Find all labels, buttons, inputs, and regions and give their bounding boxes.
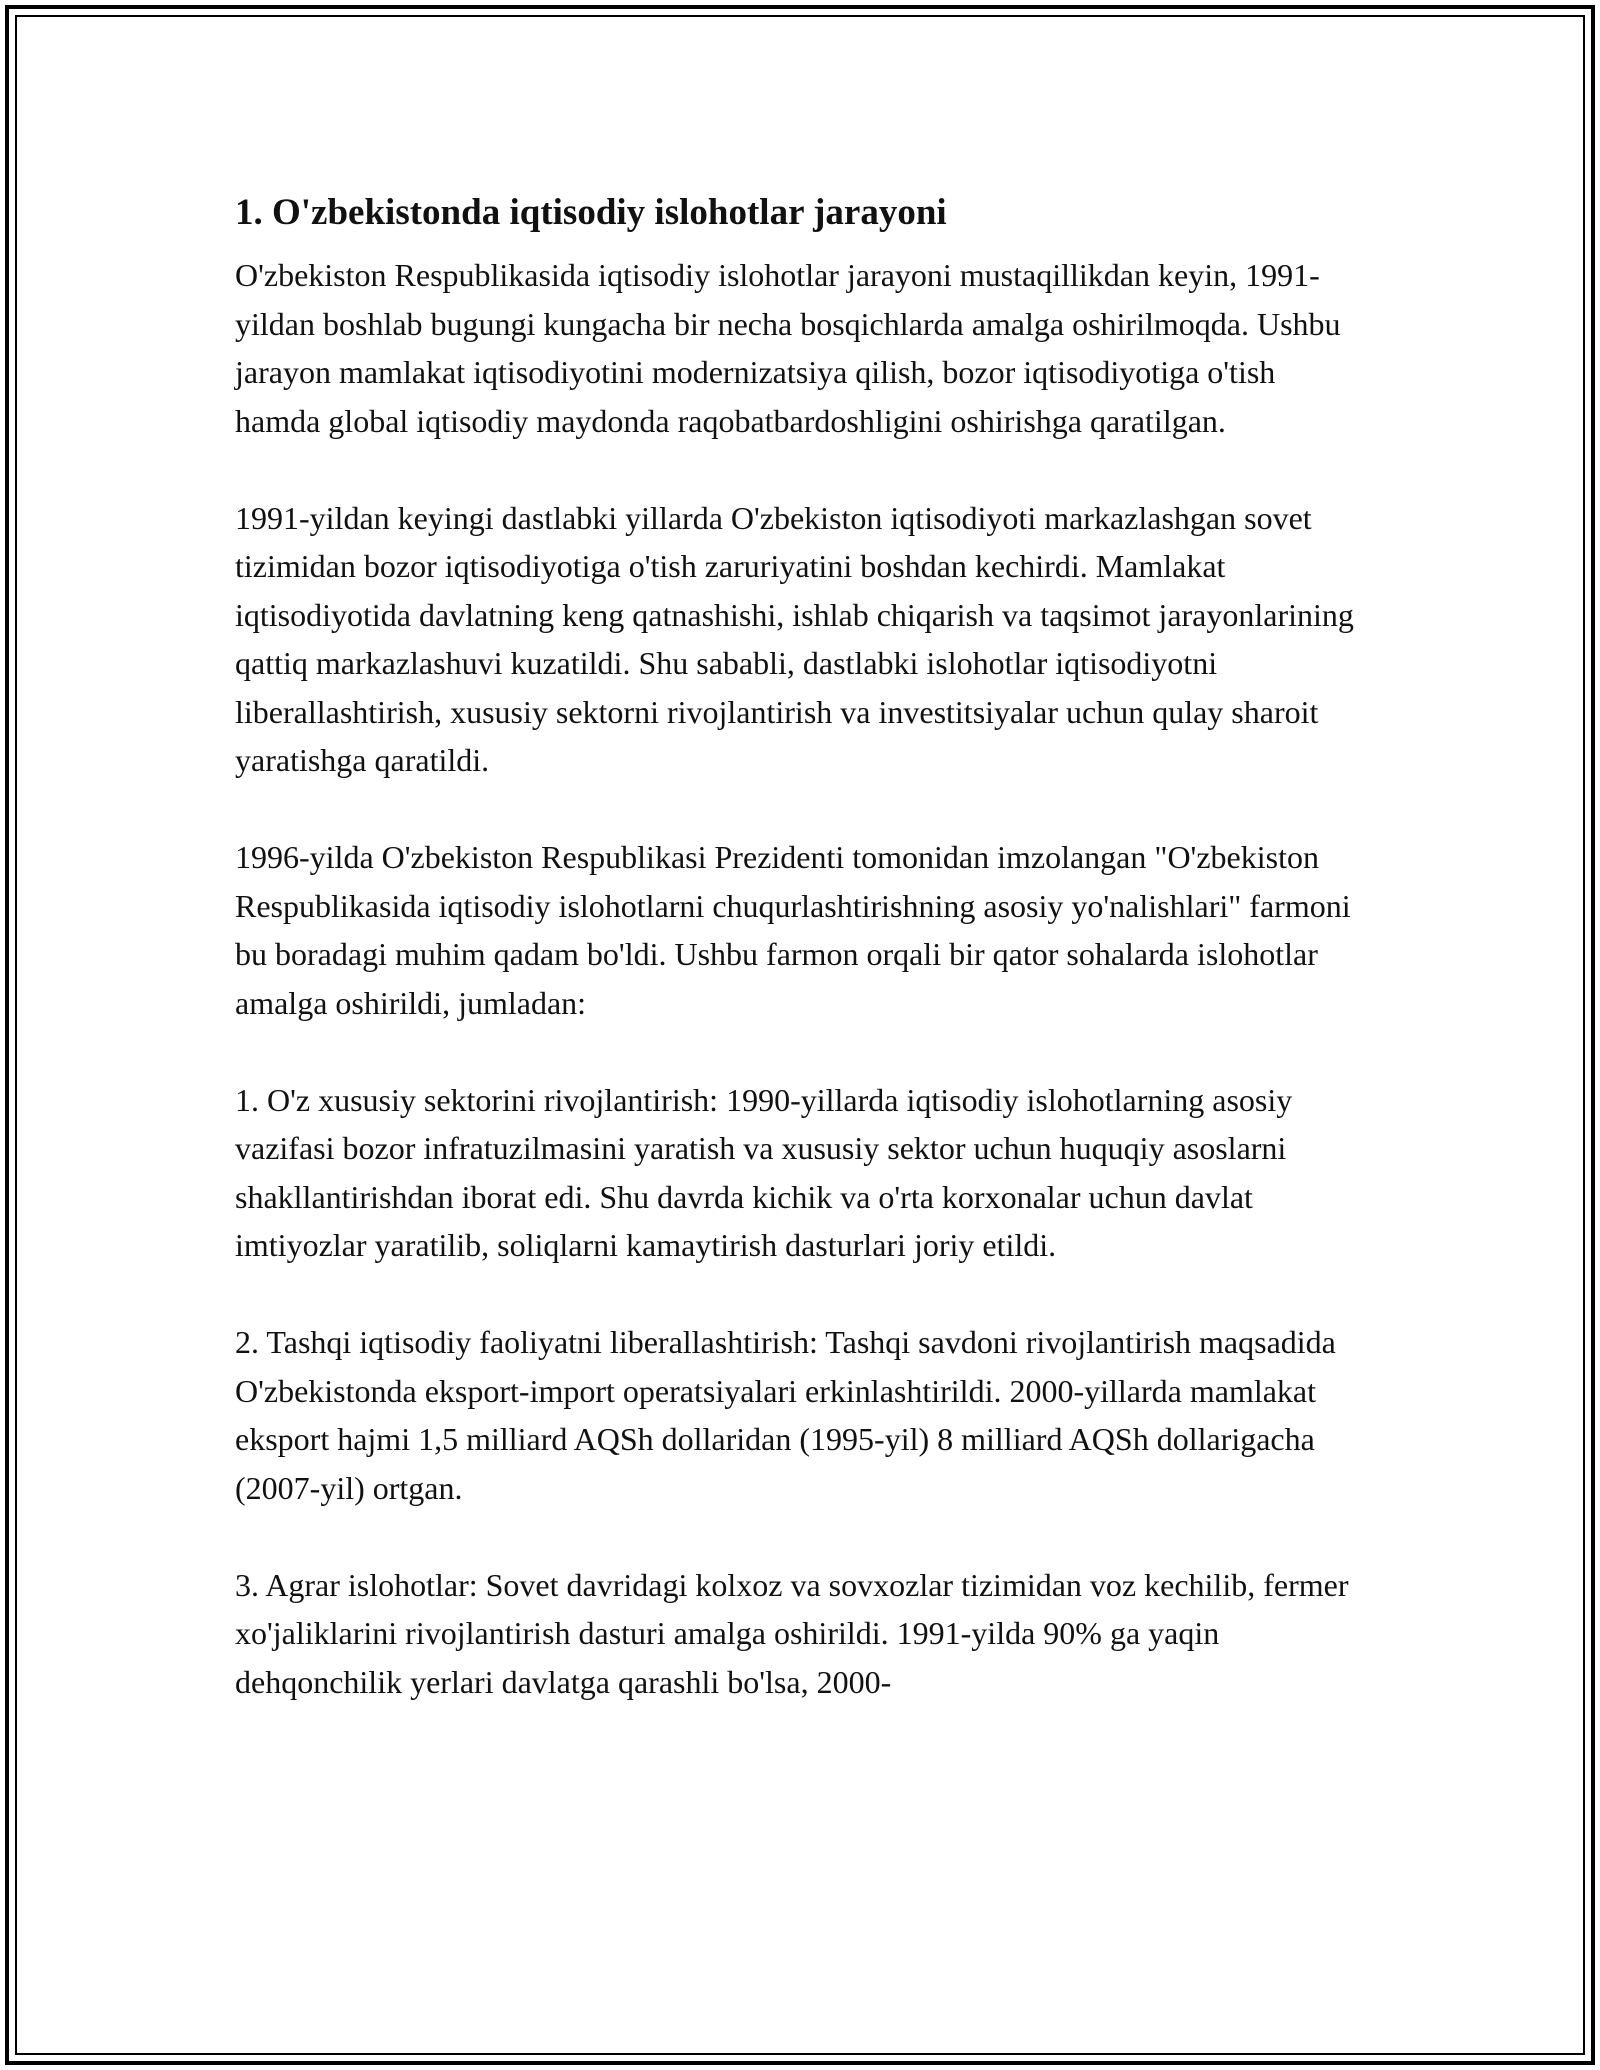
paragraph-1996-decree: 1996-yilda O'zbekiston Respublikasi Prezidenti tomonidan imzolangan "O'zbekiston Respublikasida iqtisodiy islohotlarni chuqurlashtirishning asosiy yo'nalishlari" farmoni bu boradagi muhim qadam bo'ldi. Ushbu farmon orqali bir qator sohalarda islohotlar amalga oshirildi, jumladan: — [235, 839, 1351, 1021]
list-item-private-sector: 1. O'z xususiy sektorini rivojlantirish: 1990-yillarda iqtisodiy islohotlarning asosiy vazifasi bozor infratuzilmasini yaratish va xususiy sektor uchun huquqiy asoslarni shakllantirishdan iborat edi. Shu davrda kichik va o'rta korxonalar uchun davlat imtiyozlar yaratilib, soliqlarni kamaytirish dasturlari joriy etildi. — [235, 1081, 1293, 1263]
section-heading: 1. O'zbekistonda iqtisodiy islohotlar jarayoni — [235, 192, 947, 233]
list-item-foreign-trade: 2. Tashqi iqtisodiy faoliyatni liberallashtirish: Tashqi savdoni rivojlantirish maqsadida O'zbekistonda eksport-import operatsiyalari erkinlashtirildi. 2000-yillarda mamlakat eksport hajmi 1,5 milliard AQSh dollaridan (1995-yil) 8 milliard AQSh dollarigacha (2007-yil) ortgan. — [235, 1324, 1336, 1506]
document-page — [235, 185, 1355, 1755]
paragraph-intro: O'zbekiston Respublikasida iqtisodiy islohotlar jarayoni mustaqillikdan keyin, 1991-yildan boshlab bugungi kungacha bir necha bosqichlarda amalga oshirilmoqda. Ushbu jarayon mamlakat iqtisodiyotini modernizatsiya qilish, bozor iqtisodiyotiga o'tish hamda global iqtisodiy maydonda raqobatbardoshligini oshirishga qaratilgan. — [235, 257, 1341, 439]
list-item-agrarian-reforms: 3. Agrar islohotlar: Sovet davridagi kolxoz va sovxozlar tizimidan voz kechilib, fermer xo'jaliklarini rivojlantirish dasturi amalga oshirildi. 1991-yilda 90% ga yaqin dehqonchilik yerlari davlatga qarashli bo'lsa, 2000- — [235, 1566, 1349, 1700]
paragraph-early-years: 1991-yildan keyingi dastlabki yillarda O'zbekiston iqtisodiyoti markazlashgan sovet tizimidan bozor iqtisodiyotiga o'tish zaruriyatini boshdan kechirdi. Mamlakat iqtisodiyotida davlatning keng qatnashishi, ishlab chiqarish va taqsimot jarayonlarining qattiq markazlashuvi kuzatildi. Shu sababli, dastlabki islohotlar iqtisodiyotni liberallashtirish, xususiy sektorni rivojlantirish va investitsiyalar uchun qulay sharoit yaratishga qaratildi. — [235, 499, 1354, 778]
